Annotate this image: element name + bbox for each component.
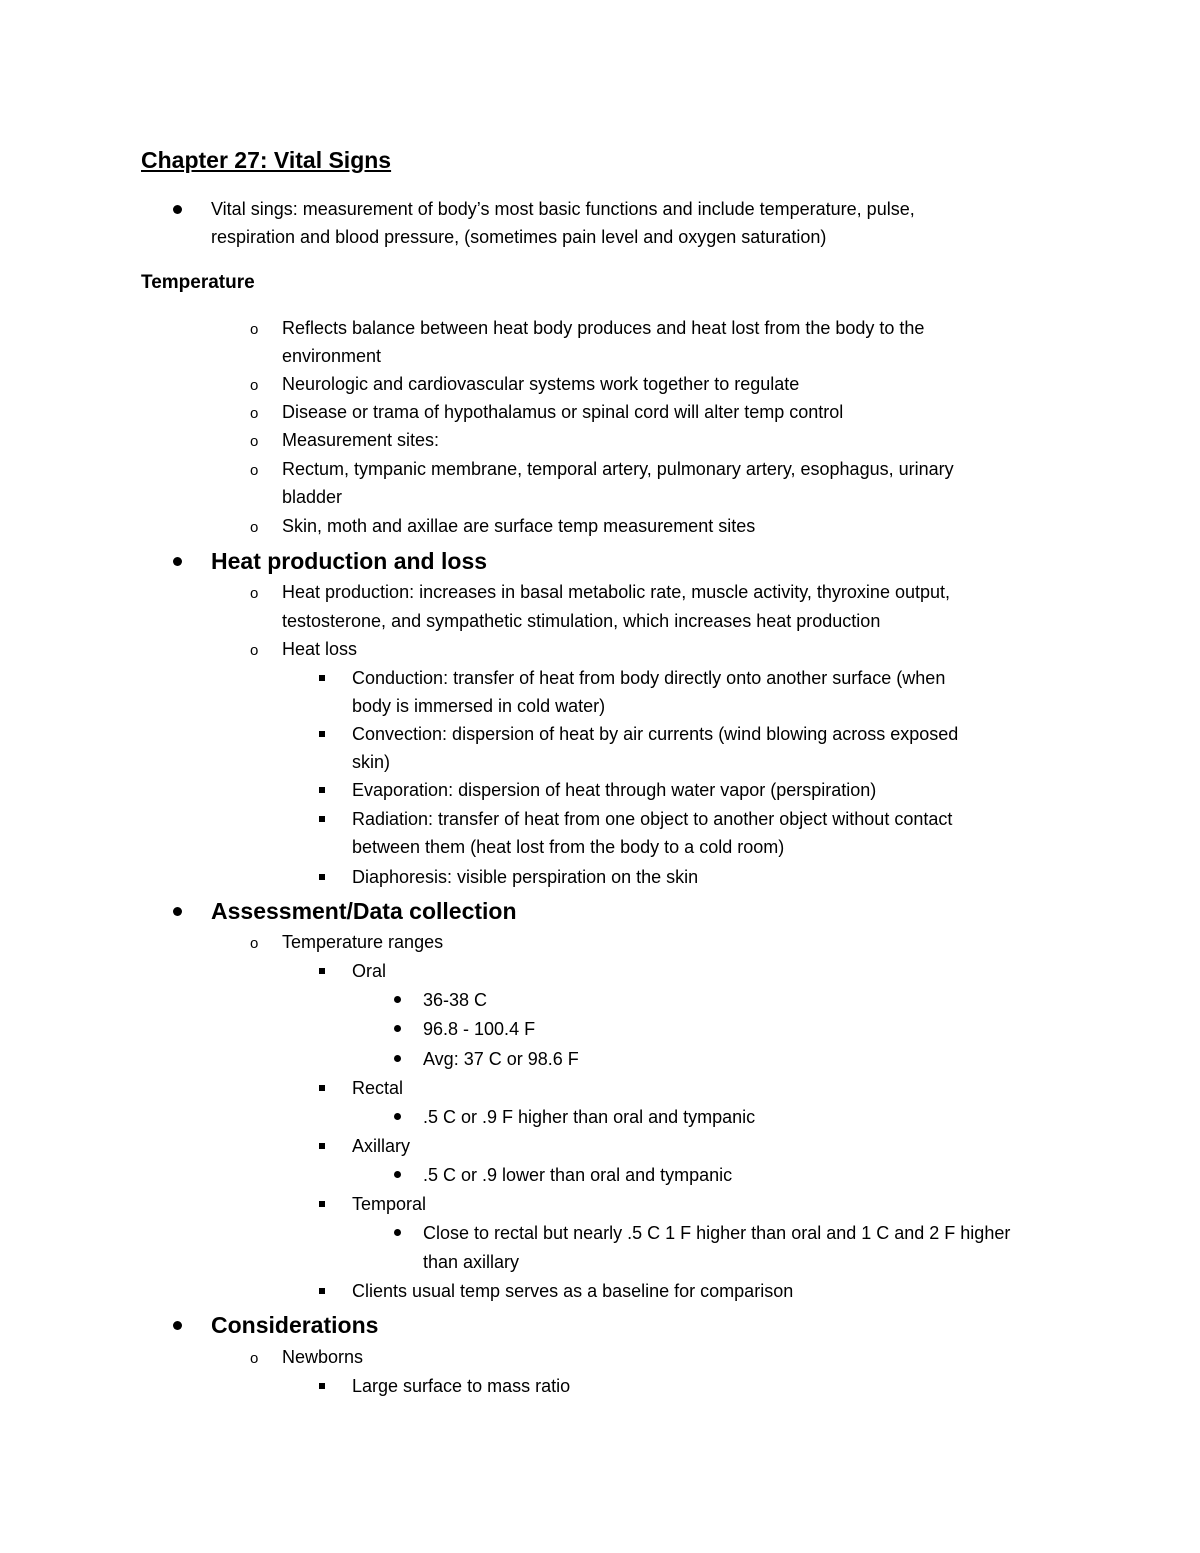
list-item: .5 C or .9 F higher than oral and tympanic (423, 1107, 756, 1127)
square-bullet-icon (319, 874, 325, 880)
o-bullet-icon: o (250, 462, 259, 479)
temperature-heading: Temperature (141, 272, 255, 293)
list-item: Rectal (352, 1078, 404, 1098)
square-bullet-icon (319, 1288, 325, 1294)
considerations-heading: Considerations (211, 1312, 379, 1338)
list-item: Temporal (352, 1194, 427, 1214)
bullet-icon (394, 1229, 401, 1236)
bullet-icon (394, 1171, 401, 1178)
list-item: Close to rectal but nearly .5 C 1 F higher than oral and 1 C and 2 F higher (423, 1223, 1011, 1243)
list-item: environment (282, 346, 382, 366)
square-bullet-icon (319, 1383, 325, 1389)
bullet-icon (394, 1113, 401, 1120)
bullet-icon (394, 996, 401, 1003)
square-bullet-icon (319, 675, 325, 681)
intro-line-1: Vital sings: measurement of body’s most basic functions and include temperature, pulse, (211, 199, 915, 219)
list-item: Newborns (282, 1347, 364, 1367)
square-bullet-icon (319, 816, 325, 822)
list-item: Conduction: transfer of heat from body directly onto another surface (when (352, 668, 946, 688)
list-item: body is immersed in cold water) (352, 696, 606, 716)
list-item: Heat production: increases in basal metabolic rate, muscle activity, thyroxine output, (282, 582, 950, 602)
list-item: Avg: 37 C or 98.6 F (423, 1049, 579, 1069)
heat-heading: Heat production and loss (211, 548, 488, 574)
intro-line-2: respiration and blood pressure, (sometimes pain level and oxygen saturation) (211, 227, 827, 247)
list-item: Reflects balance between heat body produces and heat lost from the body to the (282, 318, 925, 338)
list-item: between them (heat lost from the body to a cold room) (352, 837, 785, 857)
list-item: Skin, moth and axillae are surface temp measurement sites (282, 516, 756, 536)
o-bullet-icon: o (250, 642, 259, 659)
page-title: Chapter 27: Vital Signs (141, 147, 392, 173)
list-item: Heat loss (282, 639, 358, 659)
list-item: Temperature ranges (282, 932, 444, 952)
assessment-heading: Assessment/Data collection (211, 898, 517, 924)
list-item: Neurologic and cardiovascular systems work together to regulate (282, 374, 800, 394)
bullet-icon (394, 1055, 401, 1062)
o-bullet-icon: o (250, 585, 259, 602)
bullet-icon (173, 205, 182, 214)
square-bullet-icon (319, 1143, 325, 1149)
square-bullet-icon (319, 968, 325, 974)
bullet-icon (173, 557, 182, 566)
list-item: testosterone, and sympathetic stimulation, which increases heat production (282, 611, 881, 631)
list-item: Clients usual temp serves as a baseline for comparison (352, 1281, 794, 1301)
list-item: bladder (282, 487, 343, 507)
list-item: Diaphoresis: visible perspiration on the skin (352, 867, 699, 887)
bullet-icon (173, 907, 182, 916)
list-item: than axillary (423, 1252, 520, 1272)
list-item: Measurement sites: (282, 430, 440, 450)
square-bullet-icon (319, 1201, 325, 1207)
o-bullet-icon: o (250, 405, 259, 422)
square-bullet-icon (319, 1085, 325, 1091)
o-bullet-icon: o (250, 1350, 259, 1367)
o-bullet-icon: o (250, 519, 259, 536)
list-item: Oral (352, 961, 387, 981)
list-item: 96.8 - 100.4 F (423, 1019, 536, 1039)
square-bullet-icon (319, 731, 325, 737)
list-item: Rectum, tympanic membrane, temporal artery, pulmonary artery, esophagus, urinary (282, 459, 954, 479)
list-item: .5 C or .9 lower than oral and tympanic (423, 1165, 733, 1185)
list-item: Convection: dispersion of heat by air currents (wind blowing across exposed (352, 724, 959, 744)
o-bullet-icon: o (250, 433, 259, 450)
list-item: skin) (352, 752, 391, 772)
square-bullet-icon (319, 787, 325, 793)
list-item: Disease or trama of hypothalamus or spinal cord will alter temp control (282, 402, 844, 422)
list-item: Large surface to mass ratio (352, 1376, 571, 1396)
o-bullet-icon: o (250, 935, 259, 952)
list-item: Evaporation: dispersion of heat through water vapor (perspiration) (352, 780, 877, 800)
list-item: Axillary (352, 1136, 411, 1156)
list-item: 36-38 C (423, 990, 488, 1010)
bullet-icon (173, 1321, 182, 1330)
list-item: Radiation: transfer of heat from one object to another object without contact (352, 809, 953, 829)
o-bullet-icon: o (250, 321, 259, 338)
bullet-icon (394, 1025, 401, 1032)
o-bullet-icon: o (250, 377, 259, 394)
